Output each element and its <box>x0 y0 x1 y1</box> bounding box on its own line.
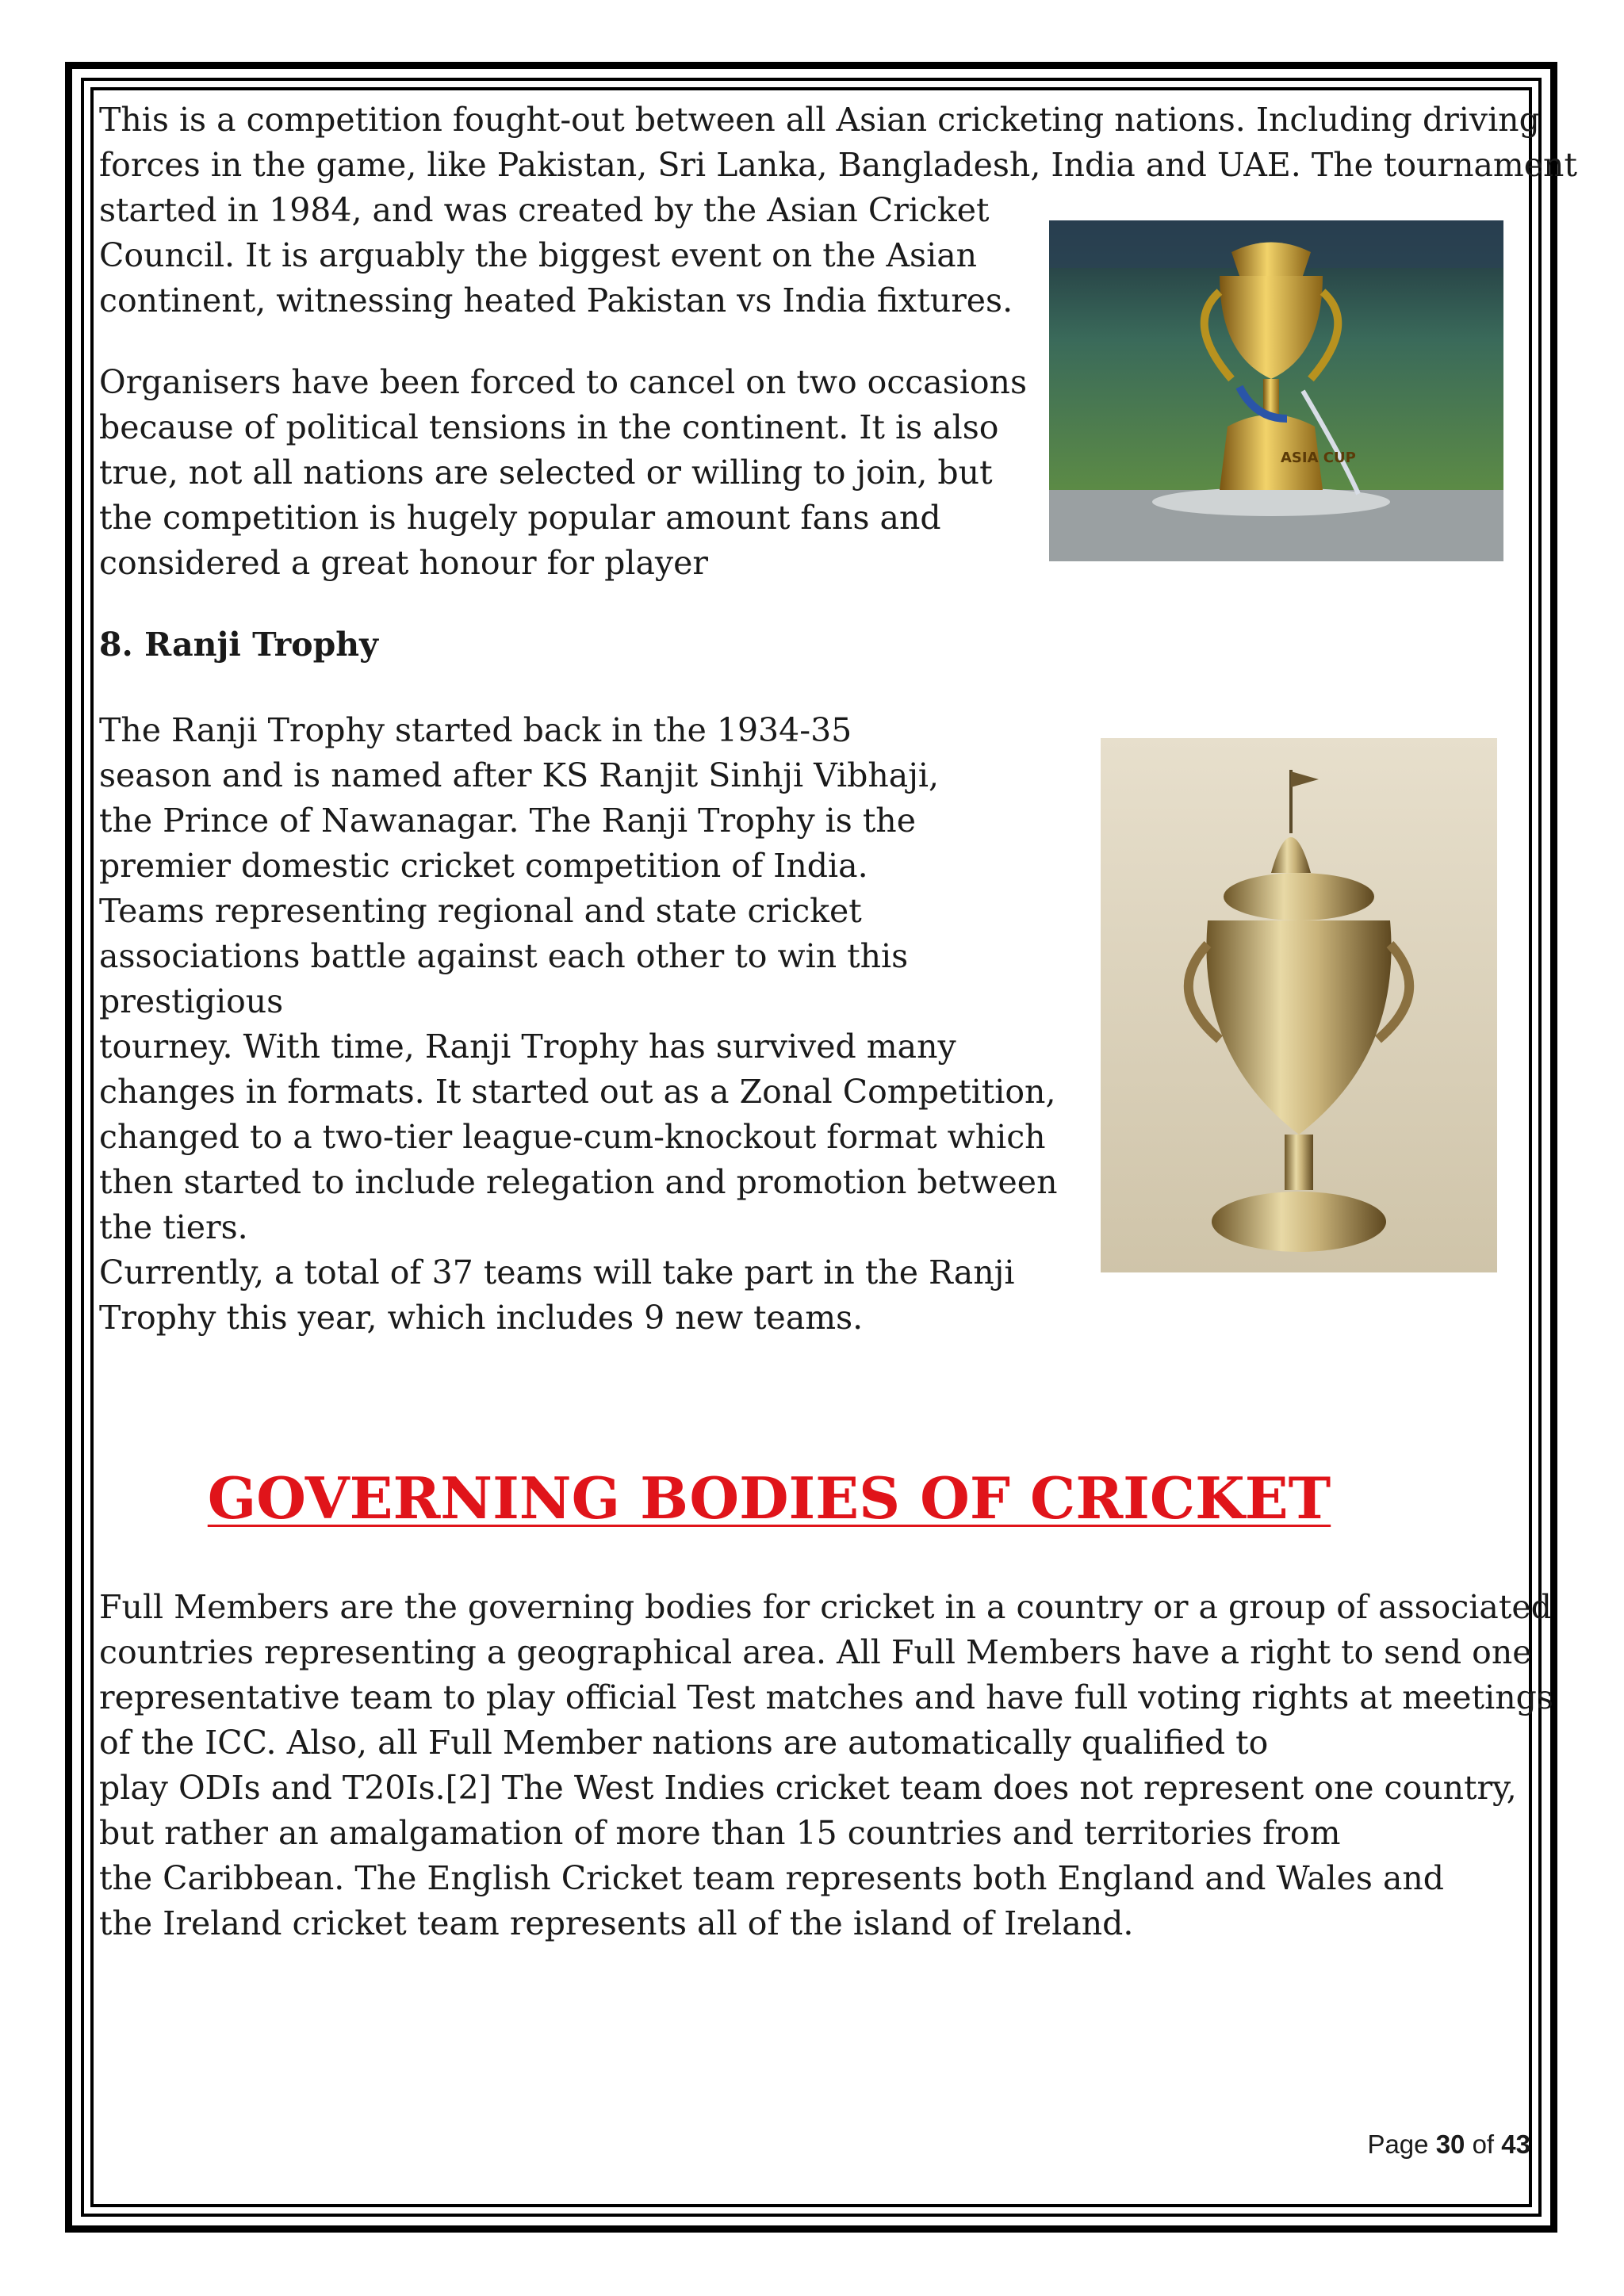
text-line: premier domestic cricket competition of India. <box>99 847 868 885</box>
asia-cup-trophy-illustration <box>1049 220 1503 561</box>
text-line: true, not all nations are selected or willing to join, but <box>99 453 993 492</box>
ranji-trophy-photo <box>1101 738 1497 1272</box>
text-line: season and is named after KS Ranjit Sinhji Vibhaji, <box>99 756 940 794</box>
text-line: the Prince of Nawanagar. The Ranji Trophy is the <box>99 802 916 840</box>
text-line: the tiers. <box>99 1208 248 1246</box>
text-line: considered a great honour for player <box>99 544 708 582</box>
text-line: countries representing a geographical area. All Full Members have a right to send one <box>99 1633 1532 1671</box>
text-line: changed to a two-tier league-cum-knockout format which <box>99 1118 1046 1156</box>
page-of-word: of <box>1472 2130 1495 2159</box>
ranji-trophy-paragraph <box>99 708 1057 1341</box>
text-line: started in 1984, and was created by the Asian Cricket <box>99 191 990 229</box>
text-line: Teams representing regional and state cricket <box>99 892 862 930</box>
text-line: play ODIs and T20Is.[2] The West Indies cricket team does not represent one country, <box>99 1769 1517 1807</box>
text-line: tourney. With time, Ranji Trophy has survived many <box>99 1027 956 1066</box>
text-line: of the ICC. Also, all Full Member nations are automatically qualified to <box>99 1724 1269 1762</box>
text-line: changes in formats. It started out as a Zonal Competition, <box>99 1073 1056 1111</box>
text-line: but rather an amalgamation of more than 15 countries and territories from <box>99 1814 1341 1852</box>
asia-cup-trophy-photo <box>1049 220 1503 561</box>
ranji-trophy-heading: 8. Ranji Trophy <box>99 626 378 664</box>
page-total: 43 <box>1501 2130 1530 2159</box>
text-line: Full Members are the governing bodies for cricket in a country or a group of associated <box>99 1588 1552 1626</box>
asia-cup-cancel-paragraph <box>99 360 1027 586</box>
text-line: Organisers have been forced to cancel on two occasions <box>99 363 1028 401</box>
text-line: forces in the game, like Pakistan, Sri Lanka, Bangladesh, India and UAE. The tournament <box>99 146 1577 184</box>
text-line: the Caribbean. The English Cricket team represents both England and Wales and <box>99 1859 1445 1897</box>
text-line: because of political tensions in the continent. It is also <box>99 408 999 446</box>
text-line: continent, witnessing heated Pakistan vs India fixtures. <box>99 281 1013 320</box>
governing-bodies-title: GOVERNING BODIES OF CRICKET <box>207 1464 1331 1532</box>
text-line: the Ireland cricket team represents all of the island of Ireland. <box>99 1904 1134 1942</box>
text-line: Currently, a total of 37 teams will take part in the Ranji <box>99 1253 1015 1292</box>
text-line: associations battle against each other to win this <box>99 937 909 975</box>
text-line: then started to include relegation and promotion between <box>99 1163 1058 1201</box>
text-line: the competition is hugely popular amount fans and <box>99 499 941 537</box>
text-line: This is a competition fought-out between all Asian cricketing nations. Including driving <box>99 101 1540 139</box>
page-word: Page <box>1367 2130 1429 2159</box>
text-line: The Ranji Trophy started back in the 1934-35 <box>99 711 852 749</box>
text-line: prestigious <box>99 982 284 1020</box>
page-current: 30 <box>1435 2130 1465 2159</box>
trophy-engraving: ASIA CUP <box>1281 450 1356 466</box>
text-line: representative team to play official Test matches and have full voting rights at meetings <box>99 1678 1553 1716</box>
ranji-trophy-illustration <box>1101 738 1497 1272</box>
page-number <box>1367 2130 1530 2160</box>
text-line: Council. It is arguably the biggest event on the Asian <box>99 236 978 274</box>
governing-bodies-paragraph <box>99 1585 1553 1946</box>
text-line: Trophy this year, which includes 9 new teams. <box>99 1299 864 1337</box>
